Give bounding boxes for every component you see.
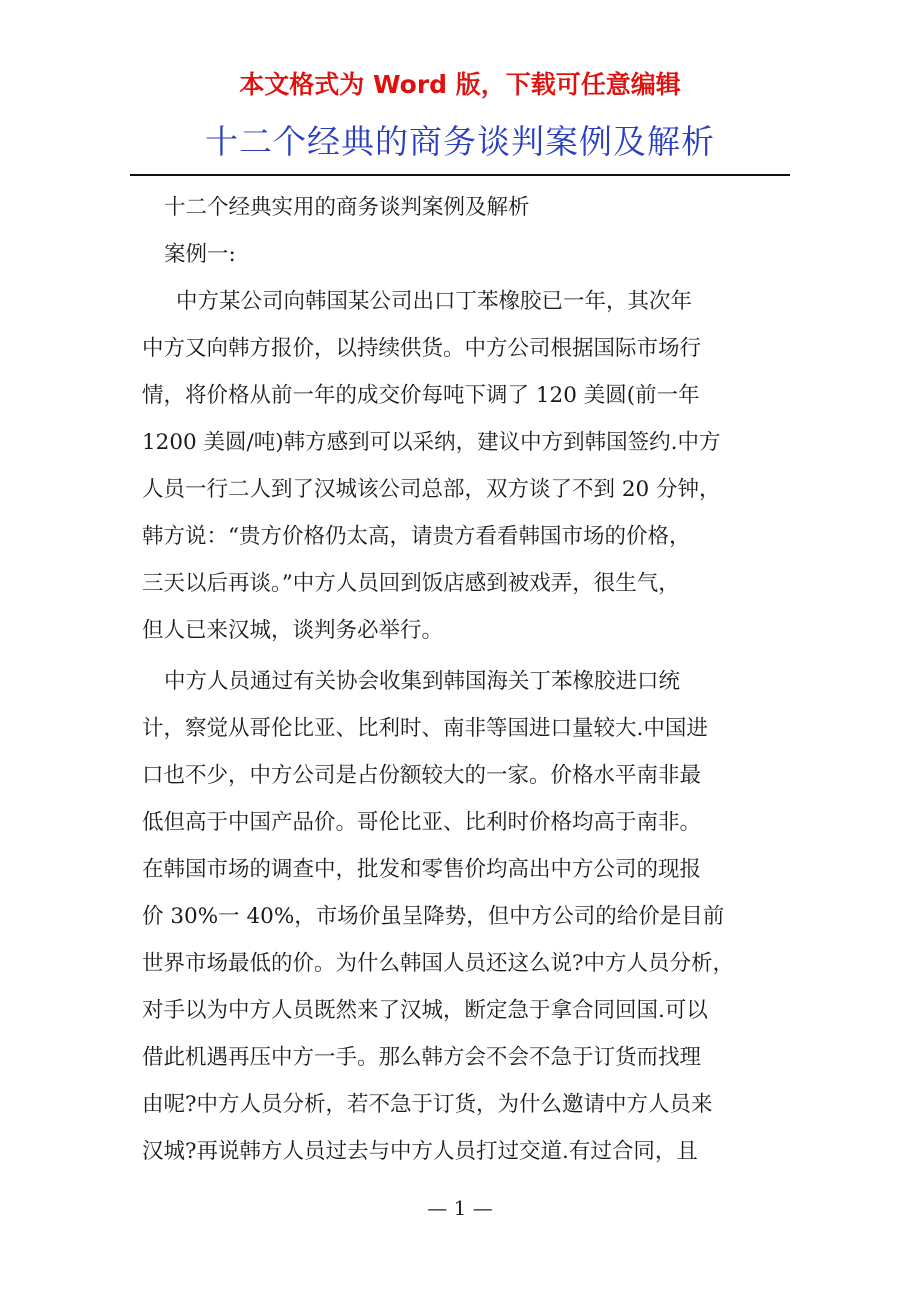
body-line: 1200 美圆/吨)韩方感到可以采纳，建议中方到韩国签约.中方 — [142, 430, 721, 455]
body-line: 借此机遇再压中方一手。那么韩方会不会不急于订货而找理 — [142, 1045, 702, 1070]
body-line: 计，察觉从哥伦比亚、比利时、南非等国进口量较大.中国进 — [142, 716, 708, 741]
body-line: 价 30%一 40%，市场价虽呈降势，但中方公司的给价是目前 — [142, 904, 725, 929]
body-line: 人员一行二人到了汉城该公司总部，双方谈了不到 20 分钟， — [142, 477, 721, 502]
body-line: 案例一: — [164, 242, 236, 267]
title-divider — [130, 174, 790, 176]
body-line: 三天以后再谈。”中方人员回到饭店感到被戏弄，很生气， — [142, 571, 680, 596]
document-body — [142, 184, 788, 1175]
body-line: 在韩国市场的调查中，批发和零售价均高出中方公司的现报 — [142, 857, 702, 882]
page-number: — 1 — — [427, 1196, 493, 1220]
body-line: 由呢?中方人员分析，若不急于订货，为什么邀请中方人员来 — [142, 1092, 713, 1117]
body-line: 情，将价格从前一年的成交价每吨下调了 120 美圆(前一年 — [142, 383, 700, 408]
body-line: 对手以为中方人员既然来了汉城，断定急于拿合同回国.可以 — [142, 998, 708, 1023]
body-line: 十二个经典实用的商务谈判案例及解析 — [164, 195, 530, 220]
body-line: 韩方说：“贵方价格仍太高，请贵方看看韩国市场的价格， — [142, 524, 691, 549]
body-line: 中方人员通过有关协会收集到韩国海关丁苯橡胶进口统 — [164, 669, 681, 694]
document-title: 十二个经典的商务谈判案例及解析 — [205, 122, 715, 161]
body-line: 中方又向韩方报价，以持续供货。中方公司根据国际市场行 — [142, 336, 702, 361]
body-line: 但人已来汉城，谈判务必举行。 — [142, 618, 444, 643]
body-line: 口也不少，中方公司是占份额较大的一家。价格水平南非最 — [142, 763, 702, 788]
body-line: 汉城?再说韩方人员过去与中方人员打过交道.有过合同，且 — [142, 1139, 698, 1164]
body-line: 世界市场最低的价。为什么韩国人员还这么说?中方人员分析， — [142, 951, 735, 976]
body-line: 中方某公司向韩国某公司出口丁苯橡胶已一年，其次年 — [176, 289, 693, 314]
body-line: 低但高于中国产品价。哥伦比亚、比利时价格均高于南非。 — [142, 810, 702, 835]
format-notice: 本文格式为 Word 版，下载可任意编辑 — [239, 70, 681, 99]
